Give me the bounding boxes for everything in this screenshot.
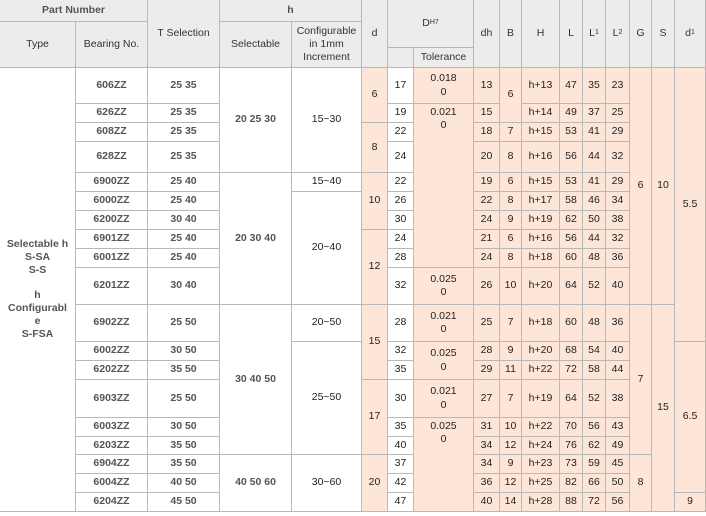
l2-value: 40 xyxy=(606,268,630,305)
dh-value: 13 xyxy=(474,68,500,104)
dh7-value: 24 xyxy=(388,142,414,173)
selectable-h: 20 30 40 xyxy=(220,173,292,305)
header-l1 xyxy=(583,0,606,68)
h-value: h+22 xyxy=(522,418,560,437)
g-value: 8 xyxy=(630,455,652,512)
selectable-h: 40 50 60 xyxy=(220,455,292,512)
bearing-no: 6204ZZ xyxy=(76,493,148,512)
dh7-value: 22 xyxy=(388,173,414,192)
b-value: 8 xyxy=(500,192,522,211)
dh7-value: 35 xyxy=(388,418,414,437)
t-selection: 25 35 xyxy=(148,142,220,173)
l-value: 53 xyxy=(560,173,583,192)
l-value: 62 xyxy=(560,211,583,230)
dh-value: 24 xyxy=(474,211,500,230)
header-dh: dh xyxy=(474,0,500,68)
dh7-value: 22 xyxy=(388,123,414,142)
d1-value: 6.5 xyxy=(675,342,706,493)
header-part-number: Part Number xyxy=(0,0,148,22)
type-label-line5: Configurabl xyxy=(8,302,67,315)
h-value: h+13 xyxy=(522,68,560,104)
tolerance-lower: 0 xyxy=(440,85,447,98)
l-value: 88 xyxy=(560,493,583,512)
tolerance-lower: 0 xyxy=(440,433,447,446)
tolerance-upper: 0.021 xyxy=(430,106,457,118)
b-value: 9 xyxy=(500,342,522,361)
l2-value: 49 xyxy=(606,437,630,455)
tolerance-upper: 0.025 xyxy=(430,347,457,360)
dh-value: 22 xyxy=(474,192,500,211)
l-value: 68 xyxy=(560,342,583,361)
dh-value: 34 xyxy=(474,455,500,474)
dh7-value: 40 xyxy=(388,437,414,455)
tolerance-upper: 0.018 xyxy=(430,72,457,85)
d-value: 17 xyxy=(362,380,388,455)
header-dh7-sub: H7 xyxy=(429,19,439,27)
header-configurable: Configurable in 1mm Increment xyxy=(292,22,362,68)
l2-value: 56 xyxy=(606,493,630,512)
l2-value: 36 xyxy=(606,305,630,342)
t-selection: 25 40 xyxy=(148,173,220,192)
b-value: 10 xyxy=(500,268,522,305)
dh7-value: 35 xyxy=(388,361,414,380)
h-value: h+16 xyxy=(522,230,560,249)
tolerance-lower: 0 xyxy=(440,398,447,411)
bearing-no: 6904ZZ xyxy=(76,455,148,474)
configurable-h: 20~40 xyxy=(292,192,362,305)
header-d1-sub: 1 xyxy=(690,29,695,37)
header-dh7-label: D xyxy=(422,16,430,29)
header-l1-label: L xyxy=(589,26,595,39)
d-value: 8 xyxy=(362,123,388,173)
bearing-no: 6900ZZ xyxy=(76,173,148,192)
tolerance-value xyxy=(414,104,474,268)
tolerance-upper: 0.025 xyxy=(430,420,457,432)
t-selection: 45 50 xyxy=(148,493,220,512)
l-value: 70 xyxy=(560,418,583,437)
tolerance-value xyxy=(414,342,474,380)
dh7-value: 28 xyxy=(388,249,414,268)
l1-value: 44 xyxy=(583,142,606,173)
l1-value: 66 xyxy=(583,474,606,493)
l-value: 73 xyxy=(560,455,583,474)
header-l: L xyxy=(560,0,583,68)
d-value: 6 xyxy=(362,68,388,123)
h-value: h+16 xyxy=(522,142,560,173)
d-value: 12 xyxy=(362,230,388,305)
header-g: G xyxy=(630,0,652,68)
l-value: 60 xyxy=(560,305,583,342)
t-selection: 30 50 xyxy=(148,418,220,437)
tolerance-value xyxy=(414,380,474,418)
t-selection: 25 50 xyxy=(148,305,220,342)
l1-value: 50 xyxy=(583,211,606,230)
bearing-no: 608ZZ xyxy=(76,123,148,142)
t-selection: 25 50 xyxy=(148,380,220,418)
header-hh: H xyxy=(522,0,560,68)
l1-value: 41 xyxy=(583,123,606,142)
bearing-no: 6002ZZ xyxy=(76,342,148,361)
tolerance-value xyxy=(414,418,474,512)
dh-value: 31 xyxy=(474,418,500,437)
l-value: 72 xyxy=(560,361,583,380)
t-selection: 30 50 xyxy=(148,342,220,361)
l2-value: 45 xyxy=(606,455,630,474)
b-value: 6 xyxy=(500,68,522,123)
bearing-no: 6004ZZ xyxy=(76,474,148,493)
h-value: h+25 xyxy=(522,474,560,493)
bearing-no: 6902ZZ xyxy=(76,305,148,342)
tolerance-lower: 0 xyxy=(440,119,447,132)
header-t-selection: T Selection xyxy=(148,0,220,68)
h-value: h+15 xyxy=(522,173,560,192)
header-s: S xyxy=(652,0,675,68)
l2-value: 50 xyxy=(606,474,630,493)
bearing-no: 606ZZ xyxy=(76,68,148,104)
l2-value: 43 xyxy=(606,418,630,437)
configurable-h: 15~40 xyxy=(292,173,362,192)
header-bearing-no: Bearing No. xyxy=(76,22,148,68)
tolerance-upper: 0.025 xyxy=(430,272,457,285)
h-value: h+15 xyxy=(522,123,560,142)
l2-value: 32 xyxy=(606,230,630,249)
bearing-no: 626ZZ xyxy=(76,104,148,123)
l-value: 49 xyxy=(560,104,583,123)
l1-value: 37 xyxy=(583,104,606,123)
dh7-value: 32 xyxy=(388,268,414,305)
dh-value: 40 xyxy=(474,493,500,512)
b-value: 6 xyxy=(500,173,522,192)
dh7-value: 19 xyxy=(388,104,414,123)
l2-value: 38 xyxy=(606,211,630,230)
selectable-h: 30 40 50 xyxy=(220,305,292,455)
dh7-value: 42 xyxy=(388,474,414,493)
l2-value: 23 xyxy=(606,68,630,104)
g-value: 6 xyxy=(630,68,652,305)
tolerance-lower: 0 xyxy=(440,286,447,298)
header-l2 xyxy=(606,0,630,68)
l1-value: 46 xyxy=(583,192,606,211)
dh7-value: 28 xyxy=(388,305,414,342)
configurable-h: 15~30 xyxy=(292,68,362,173)
bearing-no: 6202ZZ xyxy=(76,361,148,380)
b-value: 10 xyxy=(500,418,522,437)
type-label-line4: h xyxy=(34,288,41,301)
dh-value: 24 xyxy=(474,249,500,268)
t-selection: 30 40 xyxy=(148,211,220,230)
l1-value: 48 xyxy=(583,249,606,268)
l-value: 64 xyxy=(560,268,583,305)
b-value: 7 xyxy=(500,305,522,342)
header-b: B xyxy=(500,0,522,68)
header-d1 xyxy=(675,0,706,68)
configurable-h: 20~50 xyxy=(292,305,362,342)
d-value: 10 xyxy=(362,173,388,230)
l2-value: 40 xyxy=(606,342,630,361)
l-value: 53 xyxy=(560,123,583,142)
dh-value: 25 xyxy=(474,305,500,342)
l-value: 82 xyxy=(560,474,583,493)
dh7-value: 37 xyxy=(388,455,414,474)
dh-value: 36 xyxy=(474,474,500,493)
b-value: 12 xyxy=(500,437,522,455)
t-selection: 25 40 xyxy=(148,249,220,268)
d-value: 20 xyxy=(362,455,388,512)
tolerance-value xyxy=(414,68,474,104)
h-value: h+24 xyxy=(522,437,560,455)
header-l2-label: L xyxy=(612,26,619,39)
tolerance-upper: 0.021 xyxy=(430,309,457,322)
type-label xyxy=(0,68,76,512)
t-selection: 35 50 xyxy=(148,455,220,474)
configurable-h: 25~50 xyxy=(292,342,362,455)
l1-value: 35 xyxy=(583,68,606,104)
dh7-value: 47 xyxy=(388,493,414,512)
l2-value: 44 xyxy=(606,361,630,380)
dh7-value: 24 xyxy=(388,230,414,249)
header-tolerance: Tolerance xyxy=(414,48,474,68)
l1-value: 62 xyxy=(583,437,606,455)
dh7-value: 30 xyxy=(388,380,414,418)
l-value: 56 xyxy=(560,142,583,173)
dh-value: 27 xyxy=(474,380,500,418)
d1-value: 5.5 xyxy=(675,68,706,342)
bearing-no: 6200ZZ xyxy=(76,211,148,230)
l2-value: 36 xyxy=(606,249,630,268)
l-value: 47 xyxy=(560,68,583,104)
header-selectable: Selectable xyxy=(220,22,292,68)
l1-value: 48 xyxy=(583,305,606,342)
t-selection: 25 35 xyxy=(148,123,220,142)
l-value: 60 xyxy=(560,249,583,268)
bearing-no: 6903ZZ xyxy=(76,380,148,418)
t-selection: 35 50 xyxy=(148,361,220,380)
h-value: h+14 xyxy=(522,104,560,123)
bearing-no: 6901ZZ xyxy=(76,230,148,249)
type-label-line6: e xyxy=(34,315,41,328)
dh-value: 29 xyxy=(474,361,500,380)
t-selection: 25 35 xyxy=(148,68,220,104)
s-value: 15 xyxy=(652,305,675,512)
b-value: 9 xyxy=(500,455,522,474)
l1-value: 56 xyxy=(583,418,606,437)
b-value: 12 xyxy=(500,474,522,493)
h-value: h+17 xyxy=(522,192,560,211)
dh-value: 19 xyxy=(474,173,500,192)
b-value: 7 xyxy=(500,123,522,142)
g-value: 7 xyxy=(630,305,652,455)
h-value: h+19 xyxy=(522,211,560,230)
l1-value: 44 xyxy=(583,230,606,249)
l1-value: 52 xyxy=(583,380,606,418)
bearing-no: 628ZZ xyxy=(76,142,148,173)
l1-value: 59 xyxy=(583,455,606,474)
dh-value: 26 xyxy=(474,268,500,305)
tolerance-lower: 0 xyxy=(440,323,447,335)
tolerance-value xyxy=(414,305,474,342)
b-value: 14 xyxy=(500,493,522,512)
dh7-value: 32 xyxy=(388,342,414,361)
l1-value: 41 xyxy=(583,173,606,192)
dh-value: 20 xyxy=(474,142,500,173)
l1-value: 58 xyxy=(583,361,606,380)
l2-value: 38 xyxy=(606,380,630,418)
type-label-line2: S-SA xyxy=(24,250,51,263)
dh-value: 15 xyxy=(474,104,500,123)
configurable-h: 30~60 xyxy=(292,455,362,512)
l1-value: 54 xyxy=(583,342,606,361)
t-selection: 35 50 xyxy=(148,437,220,455)
t-selection: 40 50 xyxy=(148,474,220,493)
l2-value: 29 xyxy=(606,173,630,192)
h-value: h+28 xyxy=(522,493,560,512)
h-value: h+20 xyxy=(522,268,560,305)
s-value: 10 xyxy=(652,68,675,305)
t-selection: 30 40 xyxy=(148,268,220,305)
header-type: Type xyxy=(0,22,76,68)
t-selection: 25 35 xyxy=(148,104,220,123)
h-value: h+20 xyxy=(522,342,560,361)
l2-value: 29 xyxy=(606,123,630,142)
d-value: 15 xyxy=(362,305,388,380)
l1-value: 72 xyxy=(583,493,606,512)
type-label-line7: S-FSA xyxy=(21,328,54,341)
header-d: d xyxy=(362,0,388,68)
h-value: h+22 xyxy=(522,361,560,380)
bearing-no: 6000ZZ xyxy=(76,192,148,211)
type-label-line3: S-S xyxy=(28,263,47,276)
bearing-no: 6203ZZ xyxy=(76,437,148,455)
bearing-no: 6201ZZ xyxy=(76,268,148,305)
l-value: 64 xyxy=(560,380,583,418)
header-h: h xyxy=(220,0,362,22)
l2-value: 34 xyxy=(606,192,630,211)
tolerance-value xyxy=(414,268,474,305)
l1-value: 52 xyxy=(583,268,606,305)
h-value: h+18 xyxy=(522,249,560,268)
bearing-no: 6003ZZ xyxy=(76,418,148,437)
b-value: 8 xyxy=(500,142,522,173)
dh-value: 34 xyxy=(474,437,500,455)
l2-value: 25 xyxy=(606,104,630,123)
dh-value: 21 xyxy=(474,230,500,249)
t-selection: 25 40 xyxy=(148,230,220,249)
dh7-value: 17 xyxy=(388,68,414,104)
header-dh7-blank xyxy=(388,48,414,68)
h-value: h+18 xyxy=(522,305,560,342)
b-value: 11 xyxy=(500,361,522,380)
h-value: h+23 xyxy=(522,455,560,474)
header-dh7 xyxy=(388,0,474,48)
header-l2-sub: 2 xyxy=(618,29,623,37)
dh7-value: 26 xyxy=(388,192,414,211)
t-selection: 25 40 xyxy=(148,192,220,211)
tolerance-upper: 0.021 xyxy=(430,385,457,398)
b-value: 6 xyxy=(500,230,522,249)
l-value: 56 xyxy=(560,230,583,249)
type-label-line1: Selectable h xyxy=(6,237,69,250)
b-value: 8 xyxy=(500,249,522,268)
dh7-value: 30 xyxy=(388,211,414,230)
bearing-no: 6001ZZ xyxy=(76,249,148,268)
dh-value: 28 xyxy=(474,342,500,361)
l-value: 58 xyxy=(560,192,583,211)
d1-value: 9 xyxy=(675,493,706,512)
l2-value: 32 xyxy=(606,142,630,173)
b-value: 7 xyxy=(500,380,522,418)
selectable-h: 20 25 30 xyxy=(220,68,292,173)
dh-value: 18 xyxy=(474,123,500,142)
header-d1-label: d xyxy=(685,26,691,39)
h-value: h+19 xyxy=(522,380,560,418)
header-l1-sub: 1 xyxy=(594,29,599,37)
tolerance-lower: 0 xyxy=(440,360,447,373)
b-value: 9 xyxy=(500,211,522,230)
l-value: 76 xyxy=(560,437,583,455)
